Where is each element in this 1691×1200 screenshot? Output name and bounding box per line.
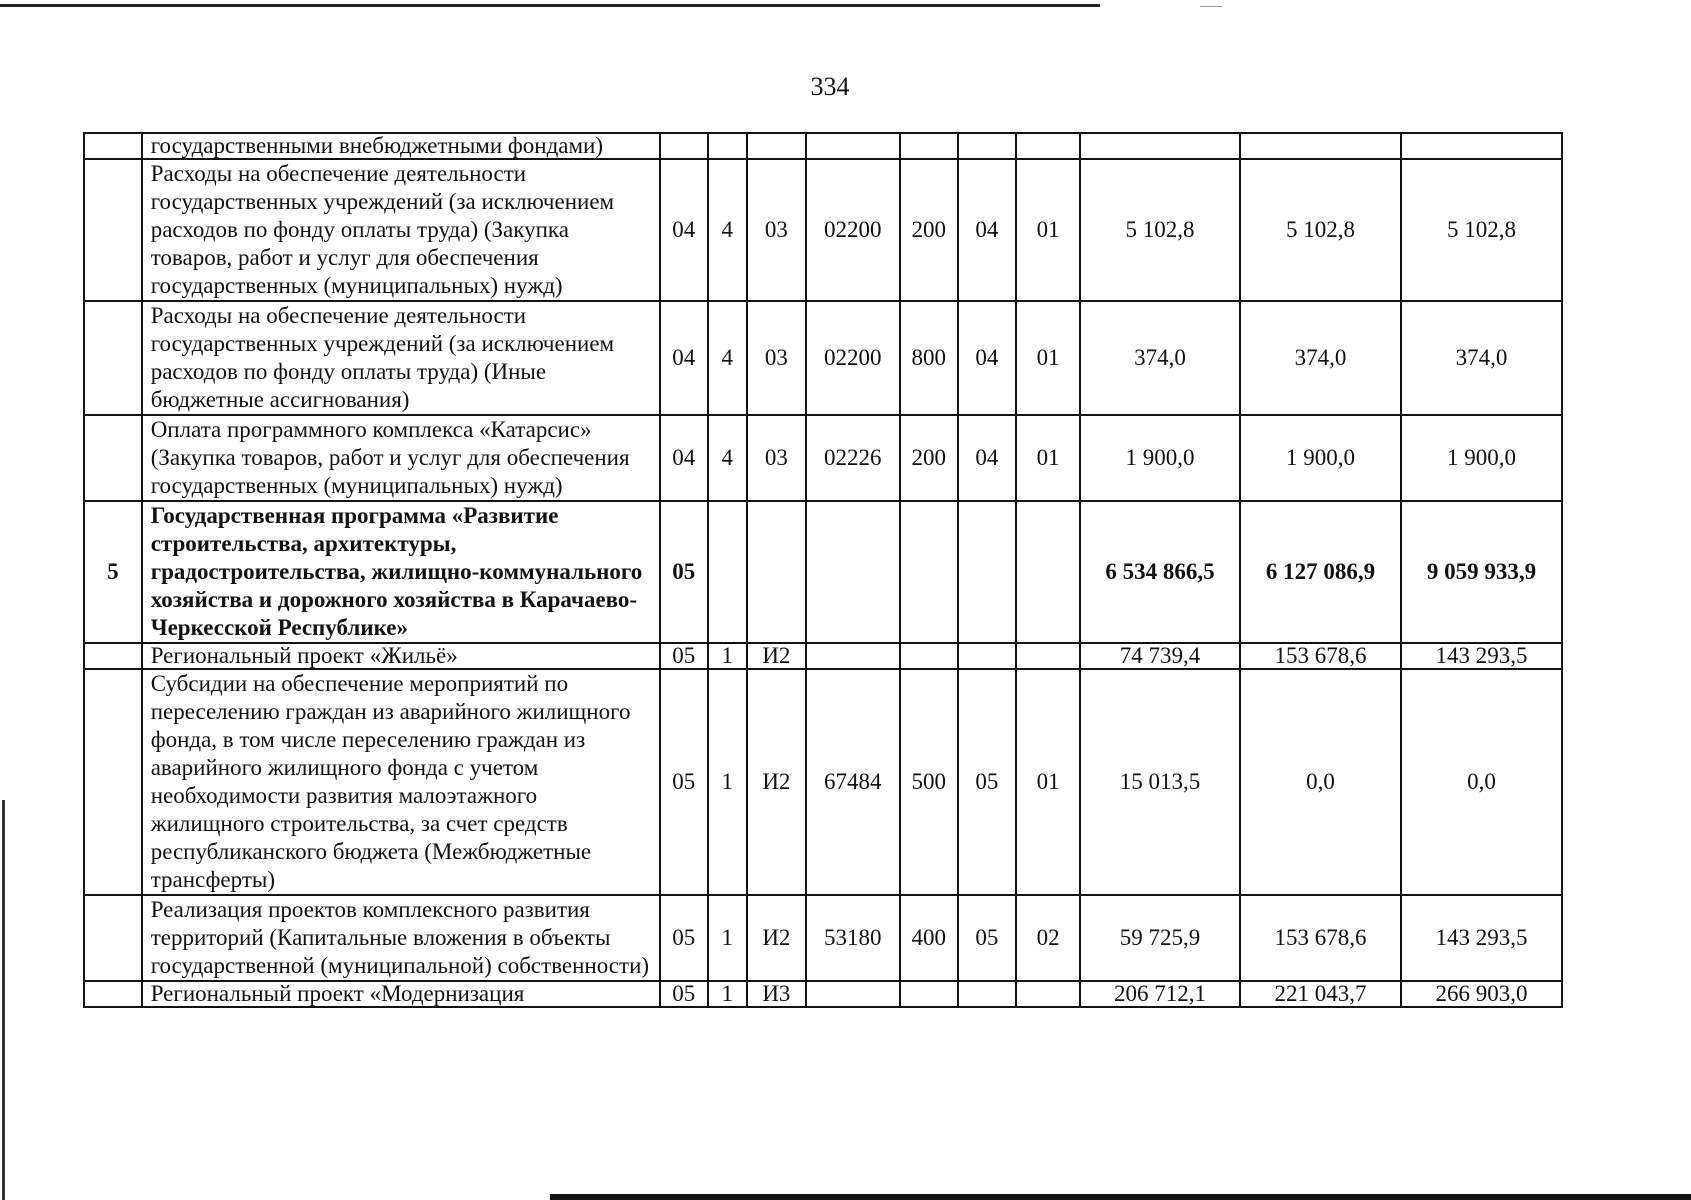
code-cell: 03: [747, 415, 806, 501]
code-cell: [1016, 501, 1080, 643]
amount-cell: 6 127 086,9: [1240, 501, 1401, 643]
code-cell: [1016, 643, 1080, 669]
row-number-cell: [84, 643, 142, 669]
row-description: Расходы на обеспечение деятельности государственных учреждений (за исключением расходов по фонду оплаты труда) (Иные бюджетные ассигнования): [142, 301, 660, 415]
code-cell: 04: [660, 415, 708, 501]
code-cell: [958, 501, 1017, 643]
amount-cell: 153 678,6: [1240, 895, 1401, 981]
code-cell: [747, 133, 806, 159]
page-number: 334: [810, 72, 850, 101]
amount-cell: 153 678,6: [1240, 643, 1401, 669]
amount-cell: 143 293,5: [1401, 895, 1562, 981]
amount-cell: 6 534 866,5: [1080, 501, 1240, 643]
row-number-cell: [84, 301, 142, 415]
code-cell: 05: [660, 501, 708, 643]
row-number-cell: 5: [84, 501, 142, 643]
code-cell: 01: [1016, 159, 1080, 301]
code-cell: 1: [708, 643, 747, 669]
budget-table: [83, 132, 1563, 1008]
amount-cell: 1 900,0: [1240, 415, 1401, 501]
code-cell: 1: [708, 895, 747, 981]
scan-mark-top: [1200, 6, 1222, 7]
code-cell: 02200: [806, 301, 900, 415]
code-cell: 400: [900, 895, 958, 981]
scan-edge-left: [2, 800, 5, 1200]
code-cell: [958, 133, 1017, 159]
row-number-cell: [84, 669, 142, 895]
amount-cell: 15 013,5: [1080, 669, 1240, 895]
row-number-cell: [84, 981, 142, 1007]
code-cell: 05: [660, 643, 708, 669]
amount-cell: 5 102,8: [1240, 159, 1401, 301]
code-cell: [900, 501, 958, 643]
code-cell: 05: [958, 669, 1017, 895]
code-cell: И3: [747, 981, 806, 1007]
amount-cell: [1240, 133, 1401, 159]
code-cell: [806, 133, 900, 159]
row-description: Региональный проект «Модернизация: [142, 981, 660, 1007]
code-cell: 53180: [806, 895, 900, 981]
amount-cell: 221 043,7: [1240, 981, 1401, 1007]
code-cell: 67484: [806, 669, 900, 895]
table-row: [84, 643, 1562, 669]
code-cell: 04: [958, 159, 1017, 301]
table-row: [84, 415, 1562, 501]
code-cell: 800: [900, 301, 958, 415]
table-row: [84, 501, 1562, 643]
code-cell: [708, 501, 747, 643]
row-description: государственными внебюджетными фондами): [142, 133, 660, 159]
row-description: Региональный проект «Жильё»: [142, 643, 660, 669]
code-cell: 02: [1016, 895, 1080, 981]
amount-cell: 74 739,4: [1080, 643, 1240, 669]
code-cell: 4: [708, 159, 747, 301]
code-cell: 05: [660, 669, 708, 895]
code-cell: [806, 981, 900, 1007]
code-cell: 200: [900, 159, 958, 301]
row-number-cell: [84, 159, 142, 301]
code-cell: 03: [747, 301, 806, 415]
code-cell: 4: [708, 301, 747, 415]
code-cell: [958, 643, 1017, 669]
amount-cell: 0,0: [1401, 669, 1562, 895]
code-cell: 1: [708, 981, 747, 1007]
code-cell: [747, 501, 806, 643]
amount-cell: 5 102,8: [1080, 159, 1240, 301]
amount-cell: 1 900,0: [1080, 415, 1240, 501]
code-cell: [806, 643, 900, 669]
code-cell: 02200: [806, 159, 900, 301]
amount-cell: 0,0: [1240, 669, 1401, 895]
row-description: Реализация проектов комплексного развития территорий (Капитальные вложения в объекты государственной (муниципальной) собственности): [142, 895, 660, 981]
code-cell: 500: [900, 669, 958, 895]
code-cell: 05: [958, 895, 1017, 981]
code-cell: И2: [747, 669, 806, 895]
row-description: Оплата программного комплекса «Катарсис» (Закупка товаров, работ и услуг для обеспечения государственных (муниципальных) нужд): [142, 415, 660, 501]
row-description: Государственная программа «Развитие строительства, архитектуры, градостроительства, жилищно-коммунального хозяйства и дорожного хозяйства в Карачаево-Черкесской Республике»: [142, 501, 660, 643]
amount-cell: 374,0: [1401, 301, 1562, 415]
code-cell: 02226: [806, 415, 900, 501]
code-cell: 200: [900, 415, 958, 501]
code-cell: 01: [1016, 415, 1080, 501]
amount-cell: 374,0: [1240, 301, 1401, 415]
code-cell: 04: [660, 159, 708, 301]
code-cell: 05: [660, 981, 708, 1007]
code-cell: 04: [958, 415, 1017, 501]
code-cell: 01: [1016, 301, 1080, 415]
code-cell: [660, 133, 708, 159]
code-cell: 04: [958, 301, 1017, 415]
code-cell: 4: [708, 415, 747, 501]
scan-edge-top: [0, 4, 1100, 7]
table-row: [84, 669, 1562, 895]
table-row: [84, 159, 1562, 301]
amount-cell: 5 102,8: [1401, 159, 1562, 301]
code-cell: 05: [660, 895, 708, 981]
amount-cell: 1 900,0: [1401, 415, 1562, 501]
amount-cell: [1401, 133, 1562, 159]
amount-cell: 59 725,9: [1080, 895, 1240, 981]
code-cell: 1: [708, 669, 747, 895]
code-cell: [900, 643, 958, 669]
code-cell: И2: [747, 643, 806, 669]
table-row: [84, 981, 1562, 1007]
amount-cell: 266 903,0: [1401, 981, 1562, 1007]
row-number-cell: [84, 133, 142, 159]
row-description: Расходы на обеспечение деятельности государственных учреждений (за исключением расходов по фонду оплаты труда) (Закупка товаров, работ и услуг для обеспечения государственных (муниципальных) нужд): [142, 159, 660, 301]
amount-cell: [1080, 133, 1240, 159]
code-cell: 04: [660, 301, 708, 415]
code-cell: [900, 133, 958, 159]
code-cell: [806, 501, 900, 643]
row-number-cell: [84, 415, 142, 501]
code-cell: 01: [1016, 669, 1080, 895]
row-description: Субсидии на обеспечение мероприятий по переселению граждан из аварийного жилищного фонда, в том числе переселению граждан из аварийного жилищного фонда с учетом необходимости развития малоэтажного жилищного строительства, за счет средств республиканского бюджета (Межбюджетные трансферты): [142, 669, 660, 895]
code-cell: 03: [747, 159, 806, 301]
code-cell: [958, 981, 1017, 1007]
code-cell: [708, 133, 747, 159]
scan-edge-bottom: [550, 1194, 1691, 1200]
code-cell: И2: [747, 895, 806, 981]
code-cell: [900, 981, 958, 1007]
row-number-cell: [84, 895, 142, 981]
table-row: [84, 895, 1562, 981]
table-row: [84, 133, 1562, 159]
amount-cell: 143 293,5: [1401, 643, 1562, 669]
amount-cell: 374,0: [1080, 301, 1240, 415]
amount-cell: 9 059 933,9: [1401, 501, 1562, 643]
code-cell: [1016, 133, 1080, 159]
amount-cell: 206 712,1: [1080, 981, 1240, 1007]
code-cell: [1016, 981, 1080, 1007]
table-row: [84, 301, 1562, 415]
